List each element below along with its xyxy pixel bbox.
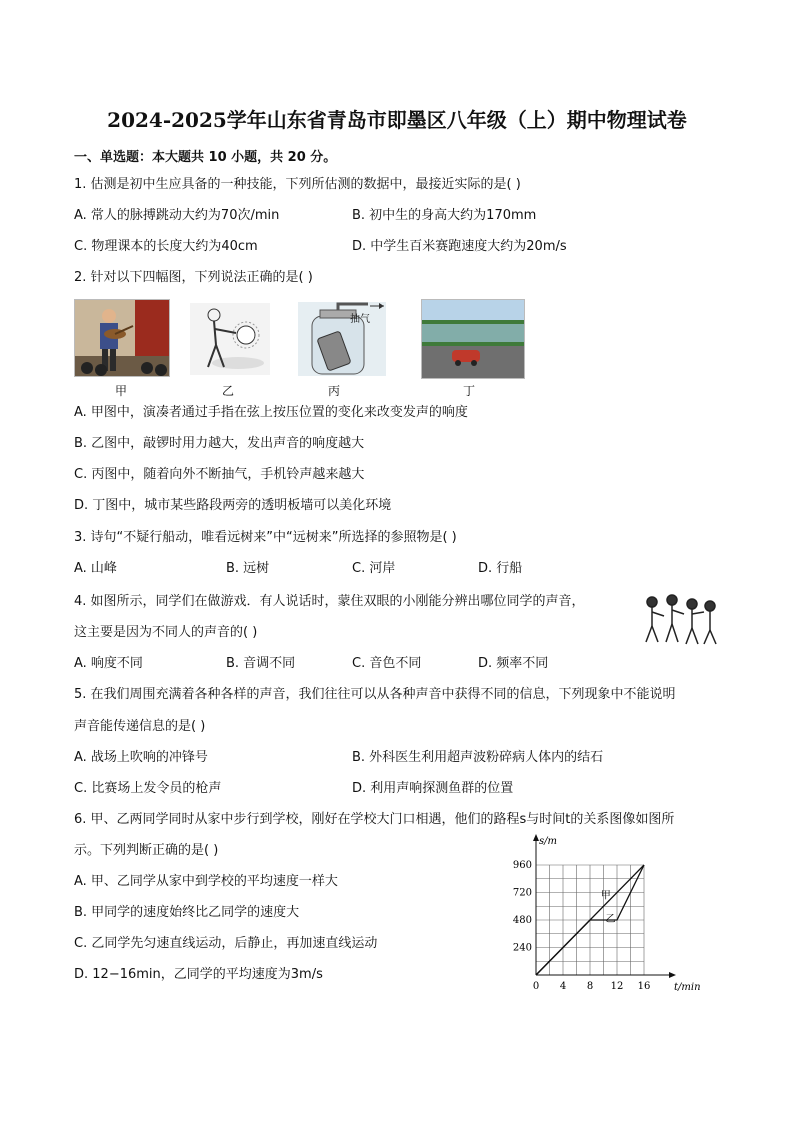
- q3-option-d[interactable]: D. 行船: [478, 561, 523, 576]
- x-tick-label: 8: [586, 981, 594, 992]
- q1-option-d[interactable]: D. 中学生百米赛跑速度大约为20m/s: [352, 239, 567, 254]
- y-tick-label: 720: [512, 887, 532, 899]
- q5-stem-line1: 5. 在我们周围充满着各种各样的声音，我们往往可以从各种声音中获得不同的信息，下列现象中不能说明: [74, 687, 676, 702]
- y-tick-label: 480: [512, 915, 532, 926]
- q5-option-c[interactable]: C. 比赛场上发令员的枪声: [74, 781, 222, 796]
- q1-option-c[interactable]: C. 物理课本的长度大约为40cm: [74, 239, 258, 254]
- distance-time-chart: [500, 830, 710, 995]
- q5-option-b[interactable]: B. 外科医生利用超声波粉碎病人体内的结石: [352, 750, 604, 765]
- caption-jia: 甲: [114, 384, 127, 398]
- q2-option-b[interactable]: B. 乙图中，敲锣时用力越大，发出声音的响度越大: [74, 436, 365, 451]
- image-road-barrier: [421, 299, 525, 379]
- x-tick-label: 16: [637, 981, 651, 992]
- q6-option-a[interactable]: A. 甲、乙同学从家中到学校的平均速度一样大: [74, 874, 338, 889]
- section-heading: 一、单选题：本大题共 10 小题，共 20 分。: [74, 150, 337, 165]
- q6-option-c[interactable]: C. 乙同学先匀速直线运动，后静止，再加速直线运动: [74, 936, 378, 951]
- q6-option-b[interactable]: B. 甲同学的速度始终比乙同学的速度大: [74, 905, 300, 920]
- q5-option-d[interactable]: D. 利用声响探测鱼群的位置: [352, 781, 514, 796]
- q5-option-a[interactable]: A. 战场上吹响的冲锋号: [74, 750, 208, 765]
- q4-stem-line2: 这主要是因为不同人的声音的( ): [74, 625, 258, 640]
- q4-stem-line1: 4. 如图所示，同学们在做游戏．有人说话时，蒙住双眼的小刚能分辨出哪位同学的声音，: [74, 594, 585, 609]
- q6-stem-line1: 6. 甲、乙两同学同时从家中步行到学校，刚好在学校大门口相遇，他们的路程s与时间t的关系图像如图所: [74, 812, 675, 827]
- q3-option-b[interactable]: B. 远树: [226, 561, 270, 576]
- x-tick-label: 0: [532, 981, 540, 992]
- q2-stem: 2. 针对以下四幅图，下列说法正确的是( ): [74, 270, 313, 285]
- q5-stem-line2: 声音能传递信息的是( ): [74, 719, 206, 734]
- image-blindfold-game: [640, 592, 722, 648]
- q2-option-c[interactable]: C. 丙图中，随着向外不断抽气，手机铃声越来越大: [74, 467, 365, 482]
- x-axis-arrow: [669, 972, 676, 978]
- y-tick-label: 960: [512, 860, 532, 871]
- pump-label: 抽气: [350, 314, 370, 325]
- q3-option-a[interactable]: A. 山峰: [74, 561, 117, 576]
- q1-stem: 1. 估测是初中生应具备的一种技能，下列所估测的数据中，最接近实际的是( ): [74, 177, 521, 192]
- q6-option-d[interactable]: D. 12−16min，乙同学的平均速度为3m/s: [74, 967, 323, 982]
- q4-option-b[interactable]: B. 音调不同: [226, 656, 296, 671]
- q3-option-c[interactable]: C. 河岸: [352, 561, 396, 576]
- x-tick-label: 12: [610, 981, 624, 992]
- series-label-yi: 乙: [605, 914, 616, 925]
- y-tick-label: 240: [512, 942, 532, 954]
- series-label-jia: 甲: [600, 890, 611, 902]
- image-musician: [74, 299, 170, 377]
- q4-option-d[interactable]: D. 频率不同: [478, 656, 549, 671]
- image-vacuum-jar: [298, 302, 386, 376]
- q1-option-b[interactable]: B. 初中生的身高大约为170mm: [352, 208, 537, 223]
- caption-bing: 丙: [327, 384, 340, 398]
- q3-stem: 3. 诗句“不疑行船动，唯看远树来”中“远树来”所选择的参照物是( ): [74, 530, 457, 545]
- x-axis-label: t/min: [674, 982, 701, 993]
- q4-option-c[interactable]: C. 音色不同: [352, 656, 422, 671]
- q2-option-a[interactable]: A. 甲图中，演凑者通过手指在弦上按压位置的变化来改变发声的响度: [74, 405, 468, 420]
- q2-option-d[interactable]: D. 丁图中，城市某些路段两旁的透明板墙可以美化环境: [74, 498, 392, 513]
- q1-option-a[interactable]: A. 常人的脉搏跳动大约为70次/min: [74, 208, 280, 223]
- paper-title: 2024-2025学年山东省青岛市即墨区八年级（上）期中物理试卷: [107, 108, 687, 132]
- x-tick-label: 4: [559, 981, 567, 992]
- y-axis-label: s/m: [539, 836, 557, 847]
- caption-yi: 乙: [221, 384, 234, 398]
- q6-stem-line2: 示。下列判断正确的是( ): [74, 843, 219, 858]
- image-gong: [190, 303, 270, 375]
- q4-option-a[interactable]: A. 响度不同: [74, 656, 143, 671]
- caption-ding: 丁: [462, 384, 475, 398]
